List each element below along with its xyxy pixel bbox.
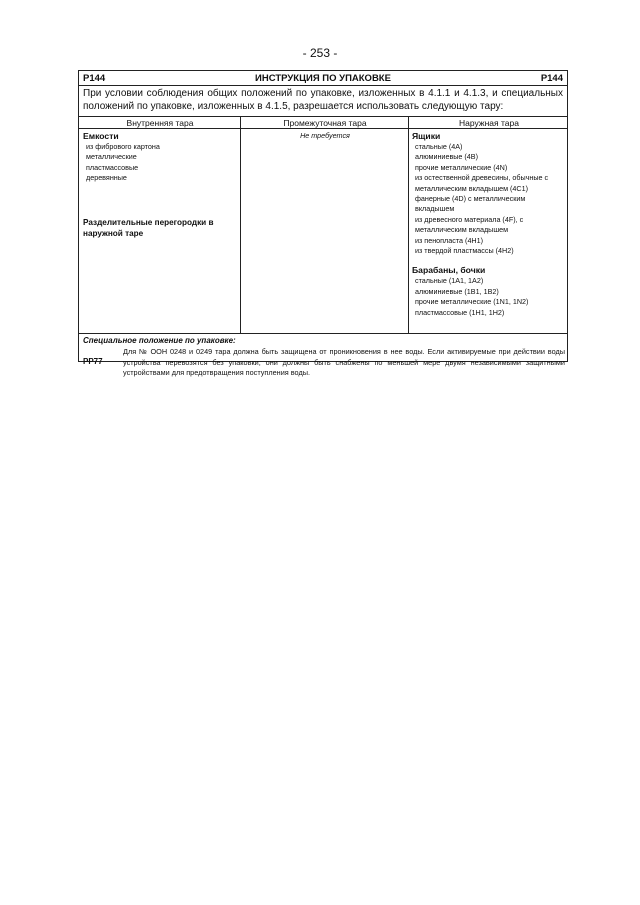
list-item: прочие металлические (4N) [415, 162, 508, 172]
instruction-code-left: P144 [83, 73, 106, 84]
page-number: - 253 - [302, 46, 338, 60]
outer-packaging-cell [412, 131, 566, 318]
list-item: из твердой пластмассы (4H2) [415, 246, 514, 256]
list-item: металлические [86, 152, 137, 162]
instruction-intro: При условии соблюдения общих положений по упаковке, изложенных в 4.1.1 и 4.1.3, и специальных положений по упаковке, изложенных в 4.1.5, разрешается использовать следующую тару: [79, 86, 567, 117]
list-item: фанерные (4D) с металлическим вкладышем [415, 194, 526, 214]
group-title-receptacles: Емкости [83, 131, 119, 141]
list-item: прочие металлические (1N1, 1N2) [415, 297, 529, 307]
packaging-body-row [79, 129, 567, 334]
instruction-title-row [79, 71, 567, 86]
special-provision-text: Для № ООН 0248 и 0249 тара должна быть защищена от проникновения в нее воды. Если активируемые при действии воды устройства перевозятся без упаковки, они должны быть снабжены по меньшей мере двумя независимыми защитными устройствами для предотвращения поступления воды. [123, 347, 565, 377]
group-title-boxes: Ящики [412, 131, 441, 141]
column-header-row [79, 117, 567, 129]
list-item: стальные (1A1, 1A2) [415, 276, 484, 286]
inner-packaging-cell [83, 131, 237, 239]
group-title-dividers: Разделительные перегородки в наружной таре [83, 217, 214, 238]
intermediate-packaging-cell [245, 131, 405, 141]
special-provision-title: Специальное положение по упаковке: [83, 336, 236, 345]
list-item: деревянные [86, 173, 127, 183]
column-header-inner: Внутренняя тара [126, 118, 194, 128]
group-title-drums: Барабаны, бочки [412, 265, 486, 276]
packing-instruction-table [78, 70, 568, 377]
special-provision-code: PP77 [83, 357, 103, 366]
list-item: из фибрового картона [86, 142, 160, 151]
instruction-title: ИНСТРУКЦИЯ ПО УПАКОВКЕ [255, 73, 391, 84]
list-item: стальные (4A) [415, 142, 463, 151]
list-item: алюминиевые (4B) [415, 152, 478, 162]
list-item: алюминиевые (1B1, 1B2) [415, 286, 499, 296]
not-required-text: Не требуется [300, 131, 350, 140]
list-item: пластмассовые (1H1, 1H2) [415, 307, 505, 317]
column-header-outer: Наружная тара [459, 118, 519, 128]
instruction-code-right: P144 [540, 73, 563, 84]
list-item: из пенопласта (4H1) [415, 235, 484, 245]
column-header-intermediate: Промежуточная тара [283, 118, 367, 128]
special-provision-row [79, 334, 567, 377]
list-item: из древесного материала (4F), с металлическим вкладышем [415, 214, 524, 235]
list-item: из остественной древесины, обычные с металлическим вкладышем (4C1) [415, 173, 549, 193]
list-item: пластмассовые [86, 162, 139, 172]
